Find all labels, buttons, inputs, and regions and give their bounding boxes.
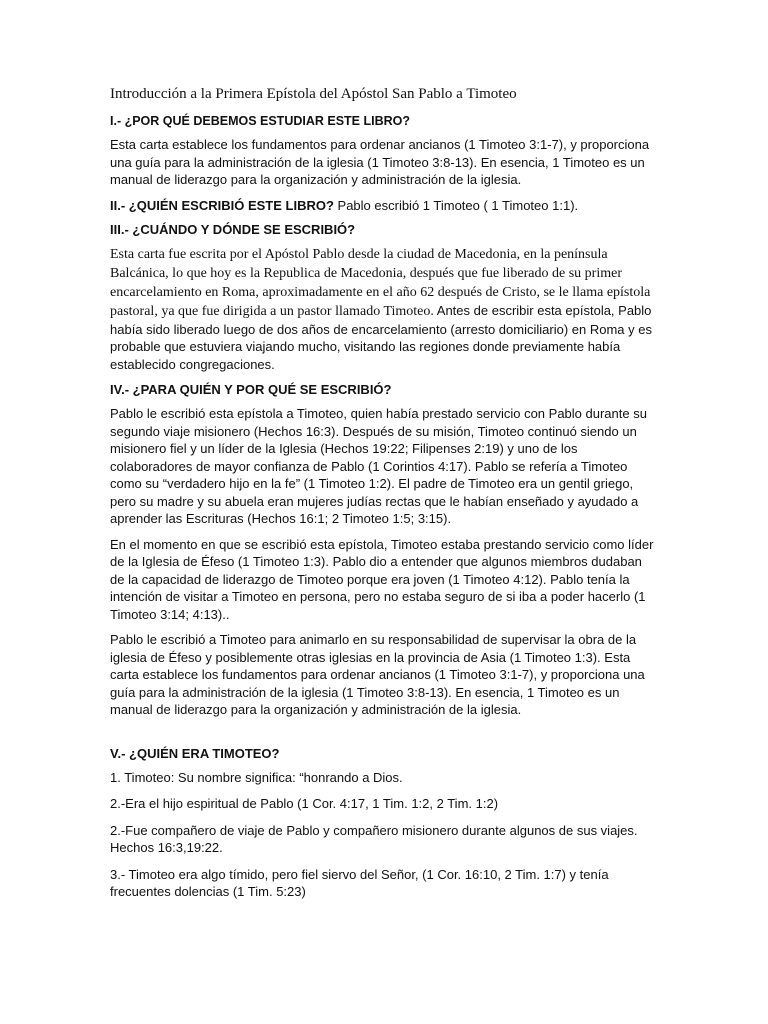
section-4-paragraph-2: En el momento en que se escribió esta epístola, Timoteo estaba prestando servicio como líder de la Iglesia de Éfeso (1 Timoteo 1:3). Pablo dio a entender que algunos miembros dudaban de la capacidad de liderazgo de Timoteo porque era joven (1 Timoteo 4:12). Pablo tenía la intención de visitar a Timoteo en persona, pero no estaba seguro de si iba a poder hacerlo (1 Timoteo 3:14; 4:13).. [110,536,654,622]
section-5-heading: V.- ¿QUIÉN ERA TIMOTEO? [110,745,280,761]
spacer [110,727,658,745]
section-3-serif-text: Esta carta fue escrita por el Apóstol Pablo desde la ciudad de Macedonia, en la península Balcánica, lo que hoy es la Republica de Macedonia, después que fue liberado de su primer encarcelamiento en Roma, aproximadamente en el año 62 después de Cristo, se le llama epístola pastoral, ya que fue dirigida a un pastor llamado Timoteo. [110,246,651,319]
list-item: 2.-Fue compañero de viaje de Pablo y compañero misionero durante algunos de sus viajes. Hechos 16:3,19:22. [110,822,638,855]
section-2-text: Pablo escribió 1 Timoteo ( 1 Timoteo 1:1). [333,197,579,213]
section-3-paragraph [110,245,658,374]
section-2-heading: II.- ¿QUIÉN ESCRIBIÓ ESTE LIBRO? [110,197,334,213]
section-1-paragraph: Esta carta establece los fundamentos para ordenar ancianos (1 Timoteo 3:1-7), y proporciona una guía para la administración de la iglesia (1 Timoteo 3:8-13). En esencia, 1 Timoteo es un manual de liderazgo para la organización y administración de la iglesia. [110,137,650,187]
section-4-paragraph-3: Pablo le escribió a Timoteo para animarlo en su responsabilidad de supervisar la obra de la iglesia de Éfeso y posiblemente otras iglesias en la provincia de Asia (1 Timoteo 1:3). Esta carta establece los fundamentos para ordenar ancianos (1 Timoteo 3:1-7), y proporciona una guía para la administración de la iglesia (1 Timoteo 3:8-13). En esencia, 1 Timoteo es un manual de liderazgo para la organización y administración de la iglesia. [110,632,645,717]
section-2-line [110,197,658,215]
section-3-heading: III.- ¿CUÁNDO Y DÓNDE SE ESCRIBIÓ? [110,221,356,237]
list-item: 1. Timoteo: Su nombre significa: “honrando a Dios. [110,769,403,785]
list-item: 2.-Era el hijo espiritual de Pablo (1 Cor. 4:17, 1 Tim. 1:2, 2 Tim. 1:2) [110,796,499,811]
section-4-paragraph-1: Pablo le escribió esta epístola a Timoteo, quien había prestado servicio con Pablo durante su segundo viaje misionero (Hechos 16:3). Después de su misión, Timoteo continuó siendo un misionero fiel y un líder de la Iglesia (Hechos 19:22; Filipenses 2:19) y uno de los colaboradores de mayor confianza de Pablo (1 Corintios 4:17). Pablo se refería a Timoteo como su “verdadero hijo en la fe” (1 Timoteo 1:2). El padre de Timoteo era un gentil griego, pero su madre y su abuela eran mujeres judías rectas que le habían enseñado y ayudado a aprender las Escrituras (Hechos 16:1; 2 Timoteo 1:5; 3:15). [110,406,647,526]
section-4-heading: IV.- ¿PARA QUIÉN Y POR QUÉ SE ESCRIBIÓ? [110,382,392,397]
document-title: Introducción a la Primera Epístola del Apóstol San Pablo a Timoteo [110,86,517,102]
section-3-sans-text: Antes de escribir esta epístola, Pablo había sido liberado luego de dos años de encarcelamiento (arresto domiciliario) en Roma y es probable que estuviera viajando mucho, visitando las regiones donde previamente había establecido congregaciones. [110,302,652,372]
document-body [110,84,658,910]
list-item: 3.- Timoteo era algo tímido, pero fiel siervo del Señor, (1 Cor. 16:10, 2 Tim. 1:7) y tenía frecuentes dolencias (1 Tim. 5:23) [110,866,609,899]
section-1-heading: I.- ¿POR QUÉ DEBEMOS ESTUDIAR ESTE LIBRO? [110,114,411,128]
